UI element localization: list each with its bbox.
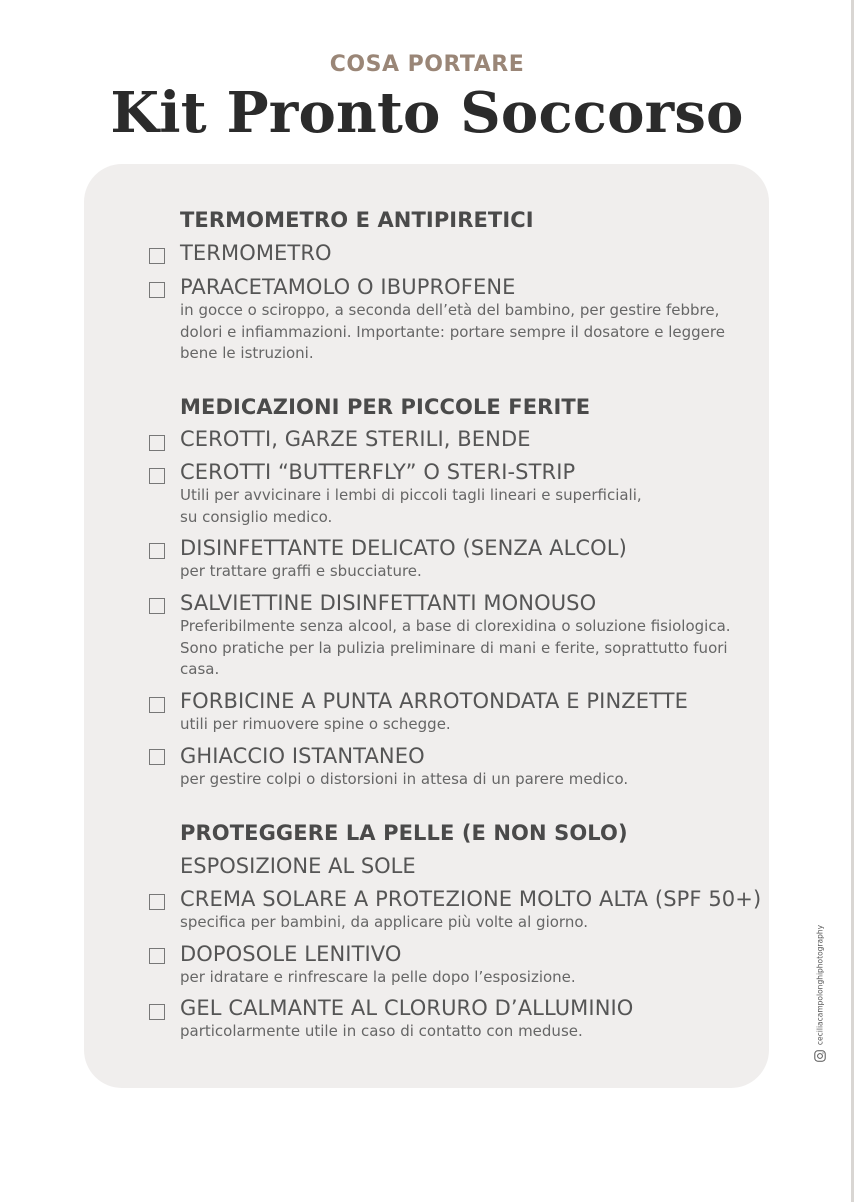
list-item-forbicine [180,689,755,736]
checkbox-disinfettante[interactable] [149,543,165,559]
item-description: particolarmente utile in caso di contatto con meduse. [180,1022,583,1040]
checkbox-forbicine[interactable] [149,697,165,713]
item-label: PARACETAMOLO O IBUPROFENE [180,275,516,299]
list-item-cerotti [180,427,755,451]
list-item-crema-solare [180,887,762,934]
item-label: SALVIETTINE DISINFETTANTI MONOUSO [180,591,597,615]
checkbox-paracetamolo[interactable] [149,282,165,298]
item-description-line-1: Utili per avvicinare i lembi di piccoli tagli lineari e superficiali, [180,486,642,504]
item-label: FORBICINE A PUNTA ARROTONDATA E PINZETTE [180,689,688,713]
section-heading-medicazioni: MEDICAZIONI PER PICCOLE FERITE [180,395,591,419]
item-description: in gocce o sciroppo, a seconda dell’età del bambino, per gestire febbre, dolori e infiammazioni. Importante: portare sempre il dosatore e leggere bene le istruzioni. [180,301,725,362]
photographer-watermark [811,925,829,1065]
instagram-icon [814,1050,826,1062]
section-heading-termometro: TERMOMETRO E ANTIPIRETICI [180,208,534,232]
list-item-disinfettante [180,536,755,583]
list-item-ghiaccio [180,744,755,791]
item-description: specifica per bambini, da applicare più volte al giorno. [180,913,589,931]
subsection-heading-sole: ESPOSIZIONE AL SOLE [180,854,416,878]
list-item-gel-calmante [180,996,755,1043]
section-heading-pelle: PROTEGGERE LA PELLE (E NON SOLO) [180,821,628,845]
list-item-salviettine [180,591,755,681]
checkbox-butterfly[interactable] [149,468,165,484]
checkbox-cerotti[interactable] [149,435,165,451]
list-item-butterfly [180,460,755,528]
checkbox-termometro[interactable] [149,248,165,264]
item-label: DOPOSOLE LENITIVO [180,942,402,966]
checkbox-salviettine[interactable] [149,598,165,614]
list-item-paracetamolo [180,275,755,365]
item-description-line-2: su consiglio medico. [180,507,333,526]
item-description: Preferibilmente senza alcool, a base di clorexidina o soluzione fisiologica. Sono pratiche per la pulizia preliminare di mani e ferite, soprattutto fuori casa. [180,617,731,678]
item-description: per gestire colpi o distorsioni in attesa di un parere medico. [180,770,629,788]
checkbox-ghiaccio[interactable] [149,749,165,765]
item-description: per idratare e rinfrescare la pelle dopo l’esposizione. [180,968,576,986]
checkbox-doposole[interactable] [149,948,165,964]
item-label: GEL CALMANTE AL CLORURO D’ALLUMINIO [180,996,634,1020]
page-title: Kit Pronto Soccorso [110,80,744,146]
page-kicker: COSA PORTARE [329,52,525,77]
checkbox-gel-calmante[interactable] [149,1004,165,1020]
item-description: utili per rimuovere spine o schegge. [180,715,451,733]
item-label: CEROTTI “BUTTERFLY” O STERI-STRIP [180,460,576,484]
list-item-doposole [180,942,755,989]
checkbox-crema-solare[interactable] [149,894,165,910]
item-description: per trattare graffi e sbucciature. [180,562,422,580]
item-label: DISINFETTANTE DELICATO (SENZA ALCOL) [180,536,627,560]
item-label: TERMOMETRO [180,241,332,265]
watermark-handle: ceciliacampolonghiphotography [815,924,825,1046]
item-label: CREMA SOLARE A PROTEZIONE MOLTO ALTA (SPF 50+) [180,887,762,911]
item-label: GHIACCIO ISTANTANEO [180,744,425,768]
list-item-termometro [180,241,755,265]
item-label: CEROTTI, GARZE STERILI, BENDE [180,427,531,451]
